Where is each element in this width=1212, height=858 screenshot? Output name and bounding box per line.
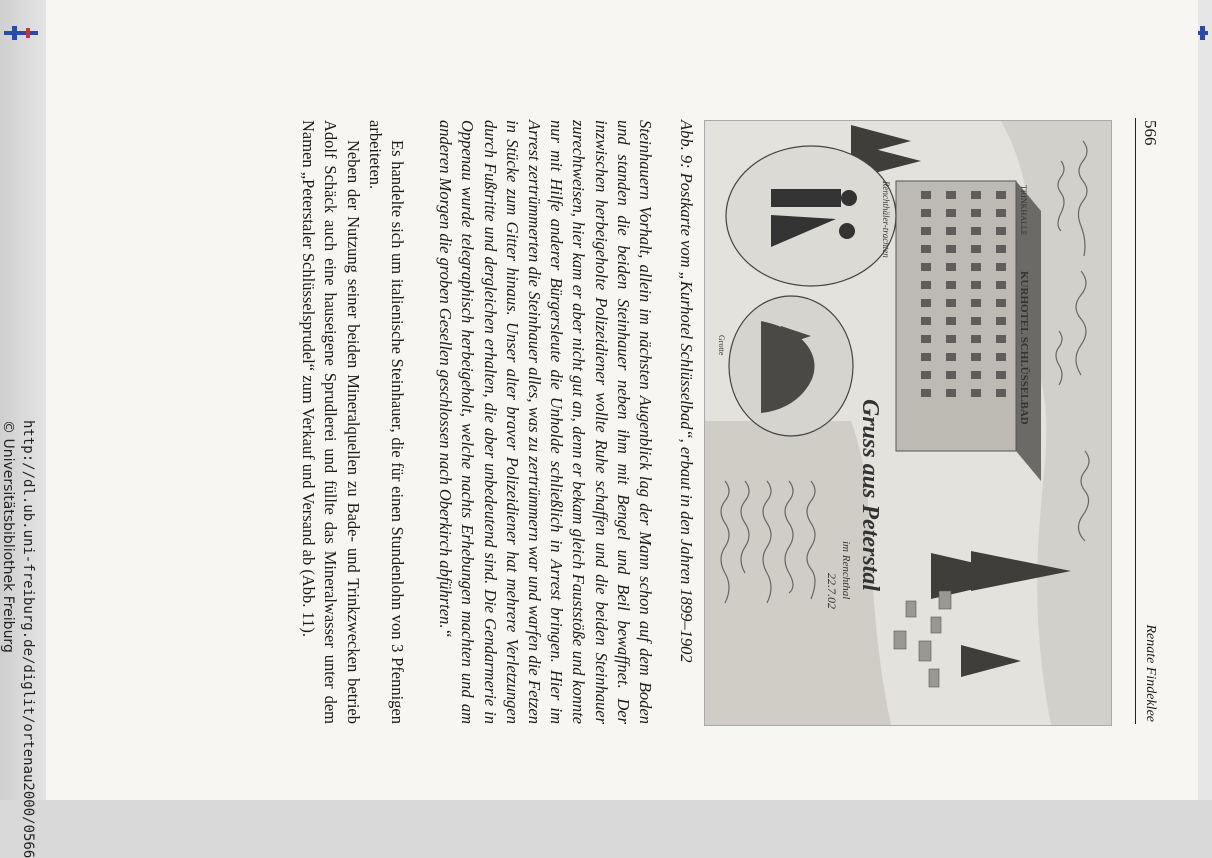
postcard-trinkhalle-label: TRINKHALLE [1019,185,1028,236]
right-scan-margin [1198,0,1212,800]
body-paragraph-2: Neben der Nutzung seiner beiden Mineralquellen zu Bade- und Trinkzwecken betrieb Adolf Schäck auch eine hauseigene Sprudlerei und füllte das Mineralwasser unter dem Namen „Peterstaler Schlüsselsprudel“ zum Verkauf und Versand ab (Abb. 11). [299,120,363,724]
figure-caption: Abb. 9: Postkarte vom „Kurhotel Schlüsselbad“, erbaut in den Jahren 1899–1902 [677,120,696,663]
quoted-passage: Steinhauern Vorhalt, allein im nächsten Augenblick lag der Mann schon auf dem Boden und standen die beiden Steinhauer neben ihm mit Bengel und Beil bewaffnet. Der inzwischen herbeigeholte Polizeidiener wollte Ruhe schaffen und die beiden Steinhauer zurechtweisen, hier kam er aber nicht gut an, denn er bekam gleich Fauststöße und konnte nur mit Hilfe anderer Bürgersleute die Unholde schließlich in Arrest bringen. Hier im Arrest zertrümmerten die Steinhauer alles, was zu zertrümmern war und warfen die Fetzen in Stücke zum Gitter hinaus. Unser alter braver Polizeidiener hat mehrere Verletzungen durch Fußtritte und dergleichen erhalten, die aber unbedeutend sind. Die Gendarmerie in Oppenau wurde telegraphisch herbeigeholt, welche nachts Erhebungen machten und am anderen Morgen die groben Gesellen geschlossen nach Oberkirch abführten.“ [436,120,655,724]
footer-url[interactable]: http://dl.ub.uni-freiburg.de/diglit/ortenau2000/0566 [20,420,36,858]
page-number: 566 [1141,120,1160,146]
scanned-page [46,0,1198,800]
body-text [297,120,408,724]
postcard-image [704,120,1112,726]
postcard-hotel-label: KURHOTEL SCHLÜSSELBAD [1018,271,1030,425]
body-paragraph-1: Es handelte sich um italienische Steinhauer, die für einen Stundenlohn von 3 Pfennigen arbeiteten. [365,120,407,724]
postcard-date: 22.7.02 [825,573,839,609]
postcard-grotto-label: Grotte [717,335,726,356]
footer-copyright: © Universitätsbibliothek Freiburg [0,420,16,653]
scan-marker-icon [4,26,38,40]
running-head-author: Renate Findeklee [1143,624,1158,722]
header-rule [1135,118,1136,724]
postcard-title: Gruss aus Peterstal [857,399,883,592]
postcard-subtitle: im Renchthal [840,541,852,600]
left-scan-margin [0,0,46,800]
postcard-costume-label: Renchthäler-trachten [881,181,891,258]
